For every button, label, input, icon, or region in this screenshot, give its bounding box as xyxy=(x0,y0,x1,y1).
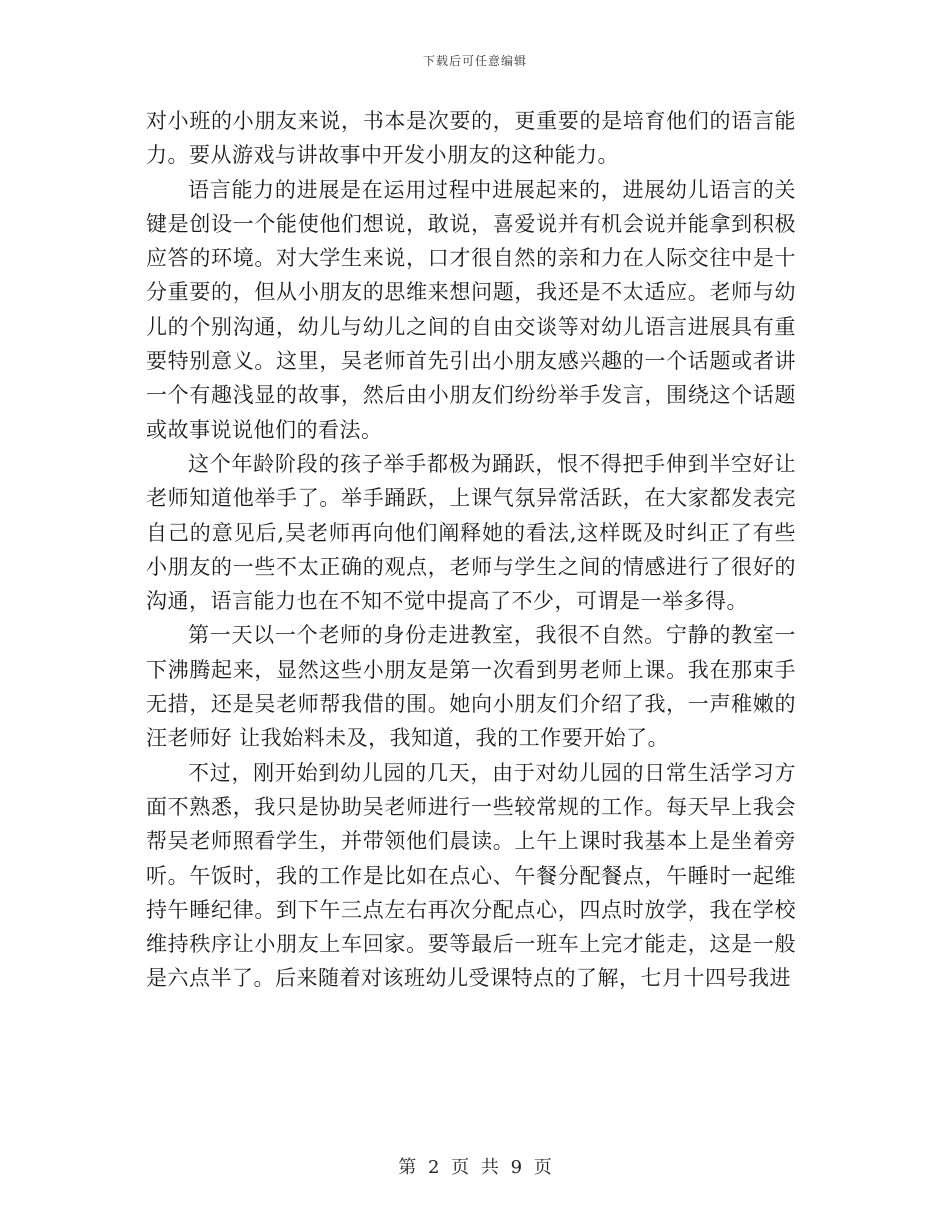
paragraph-1: 对小班的小朋友来说，书本是次要的，更重要的是培育他们的语言能力。要从游戏与讲故事中开发小朋友的这种能力。 xyxy=(146,109,796,168)
paragraph-2: 语言能力的进展是在运用过程中进展起来的，进展幼儿语言的关键是创设一个能使他们想说，敢说，喜爱说并有机会说并能拿到积极应答的环境。对大学生来说，口才很自然的亲和力在人际交往中是十分重要的，但从小朋友的思维来想问题，我还是不太适应。老师与幼儿的个别沟通，幼儿与幼儿之间的自由交谈等对幼儿语言进展具有重要特别意义。这里，吴老师首先引出小朋友感兴趣的一个话题或者讲一个有趣浅显的故事，然后由小朋友们纷纷举手发言，围绕这个话题或故事说说他们的看法。 xyxy=(146,177,796,442)
paragraph-4: 第一天以一个老师的身份走进教室，我很不自然。宁静的教室一下沸腾起来，显然这些小朋友是第一次看到男老师上课。我在那束手无措，还是吴老师帮我借的围。她向小朋友们介绍了我，一声稚嫩的汪老师好 让我始料未及，我知道，我的工作要开始了。 xyxy=(146,623,796,751)
page-number: 第 2 页 共 9 页 xyxy=(398,1157,552,1178)
paragraph-5: 不过，刚开始到幼儿园的几天，由于对幼儿园的日常生活学习方面不熟悉，我只是协助吴老师进行一些较常规的工作。每天早上我会帮吴老师照看学生，并带领他们晨读。上午上课时我基本上是坐着旁听。午饭时，我的工作是比如在点心、午餐分配餐点，午睡时一起维持午睡纪律。到下午三点左右再次分配点心，四点时放学，我在学校维持秩序让小朋友上车回家。要等最后一班车上完才能走，这是一般是六点半了。后来随着对该班幼儿受课特点的了解，七月十四号我进 xyxy=(146,760,796,991)
paragraph-3: 这个年龄阶段的孩子举手都极为踊跃，恨不得把手伸到半空好让老师知道他举手了。举手踊跃，上课气氛异常活跃，在大家都发表完自己的意见后,吴老师再向他们阐释她的看法,这样既及时纠正了有些小朋友的一些不太正确的观点，老师与学生之间的情感进行了很好的沟通，语言能力也在不知不觉中提高了不少，可谓是一举多得。 xyxy=(146,451,796,614)
page-header: 下载后可任意编辑 xyxy=(422,54,527,68)
document-body xyxy=(146,104,796,996)
